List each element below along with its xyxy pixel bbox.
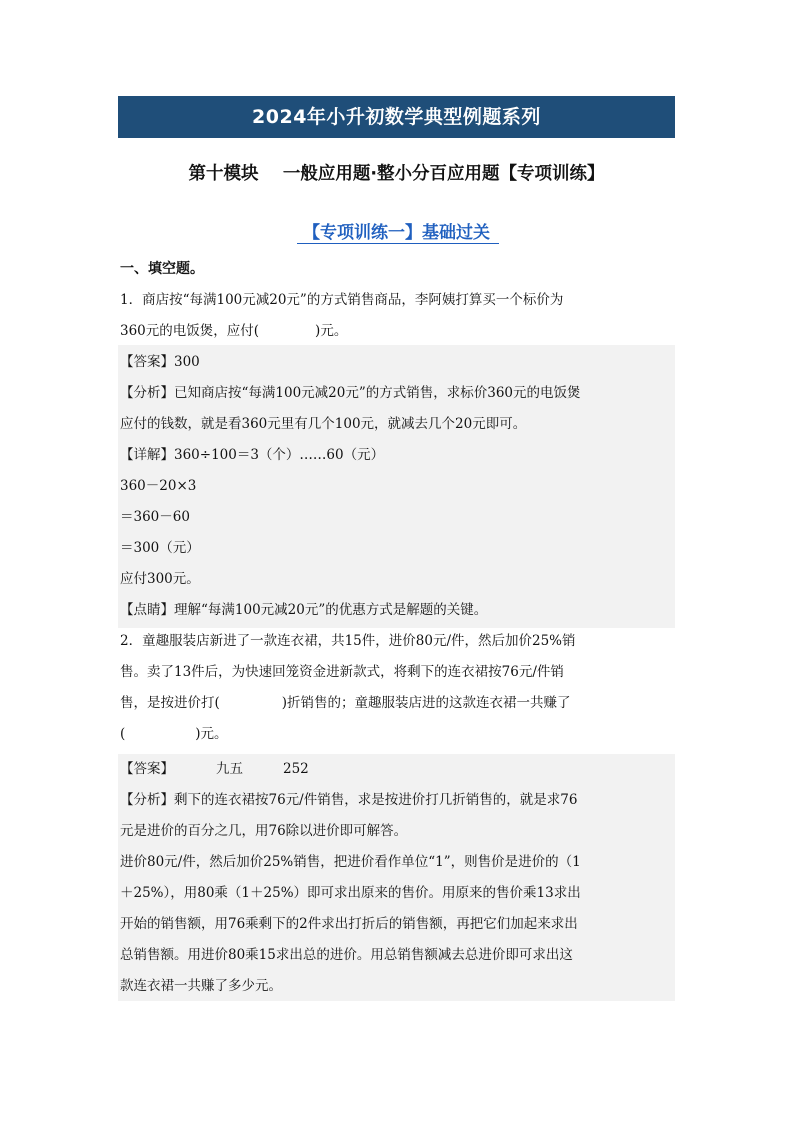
q2-answer [120, 758, 309, 780]
q2-line-4-start: ( [120, 726, 126, 742]
q2-line-3 [120, 692, 571, 714]
q1-line-2-start: 360元的电饭煲，应付( [120, 323, 260, 339]
q1-detail-line-5: 应付300元。 [120, 571, 200, 587]
section-title-underline [297, 243, 499, 244]
part-heading: 一、填空题。 [120, 261, 204, 277]
q1-line-1: 1．商店按“每满100元减20元”的方式销售商品，李阿姨打算买一个标价为 [120, 292, 564, 308]
q2-analysis-line-3: 进价80元/件，然后加价25%销售，把进价看作单位“1”，则售价是进价的（1 [120, 854, 581, 870]
q1-detail-line-1: 【详解】360÷100＝3（个）……60（元） [120, 447, 385, 463]
q1-analysis-line-2: 应付的钱数，就是看360元里有几个100元，就减去几个20元即可。 [120, 416, 527, 432]
q2-line-3-end: )折销售的；童趣服装店进的这款连衣裙一共赚了 [281, 695, 571, 711]
q2-analysis-line-6: 总销售额。用进价80乘15求出总的进价。用总销售额减去总进价即可求出这 [120, 947, 573, 963]
q2-answer-label: 【答案】 [120, 761, 174, 777]
q1-answer: 【答案】300 [120, 354, 200, 370]
q1-detail-line-2: 360－20×3 [120, 478, 197, 494]
q2-line-1: 2．童趣服装店新进了一款连衣裙，共15件，进价80元/件，然后加价25%销 [120, 633, 576, 649]
q2-analysis-line-7: 款连衣裙一共赚了多少元。 [120, 978, 282, 994]
q2-line-2: 售。卖了13件后，为快速回笼资金进新款式，将剩下的连衣裙按76元/件销 [120, 664, 564, 680]
q2-line-4 [120, 723, 228, 745]
q1-point: 【点睛】理解“每满100元减20元”的优惠方式是解题的关键。 [120, 602, 488, 618]
q1-analysis-line-1: 【分析】已知商店按“每满100元减20元”的方式销售，求标价360元的电饭煲 [120, 385, 581, 401]
q2-analysis-line-1: 【分析】剩下的连衣裙按76元/件销售，求是按进价打几折销售的，就是求76 [120, 792, 578, 808]
q2-analysis-line-2: 元是进价的百分之几，用76除以进价即可解答。 [120, 823, 408, 839]
q2-answer-value-1: 九五 [216, 761, 243, 777]
q2-analysis-line-5: 开始的销售额，用76乘剩下的2件求出打折后的销售额，再把它们加起来求出 [120, 916, 578, 932]
q2-line-3-start: 售，是按进价打( [120, 695, 220, 711]
q1-detail-line-4: ＝300（元） [120, 540, 200, 556]
q2-line-4-end: )元。 [195, 726, 228, 742]
section-title: 【专项训练一】基础过关 [303, 223, 490, 243]
q1-line-2 [120, 320, 347, 342]
series-banner: 2024年小升初数学典型例题系列 [118, 96, 675, 138]
module-title: 第十模块 一般应用题·整小分百应用题【专项训练】 [188, 164, 605, 184]
q1-detail-line-3: ＝360－60 [120, 509, 190, 525]
q2-answer-value-2: 252 [283, 761, 309, 777]
q2-analysis-line-4: ＋25%），用80乘（1＋25%）即可求出原来的售价。用原来的售价乘13求出 [120, 885, 581, 901]
q1-line-2-end: )元。 [315, 323, 348, 339]
